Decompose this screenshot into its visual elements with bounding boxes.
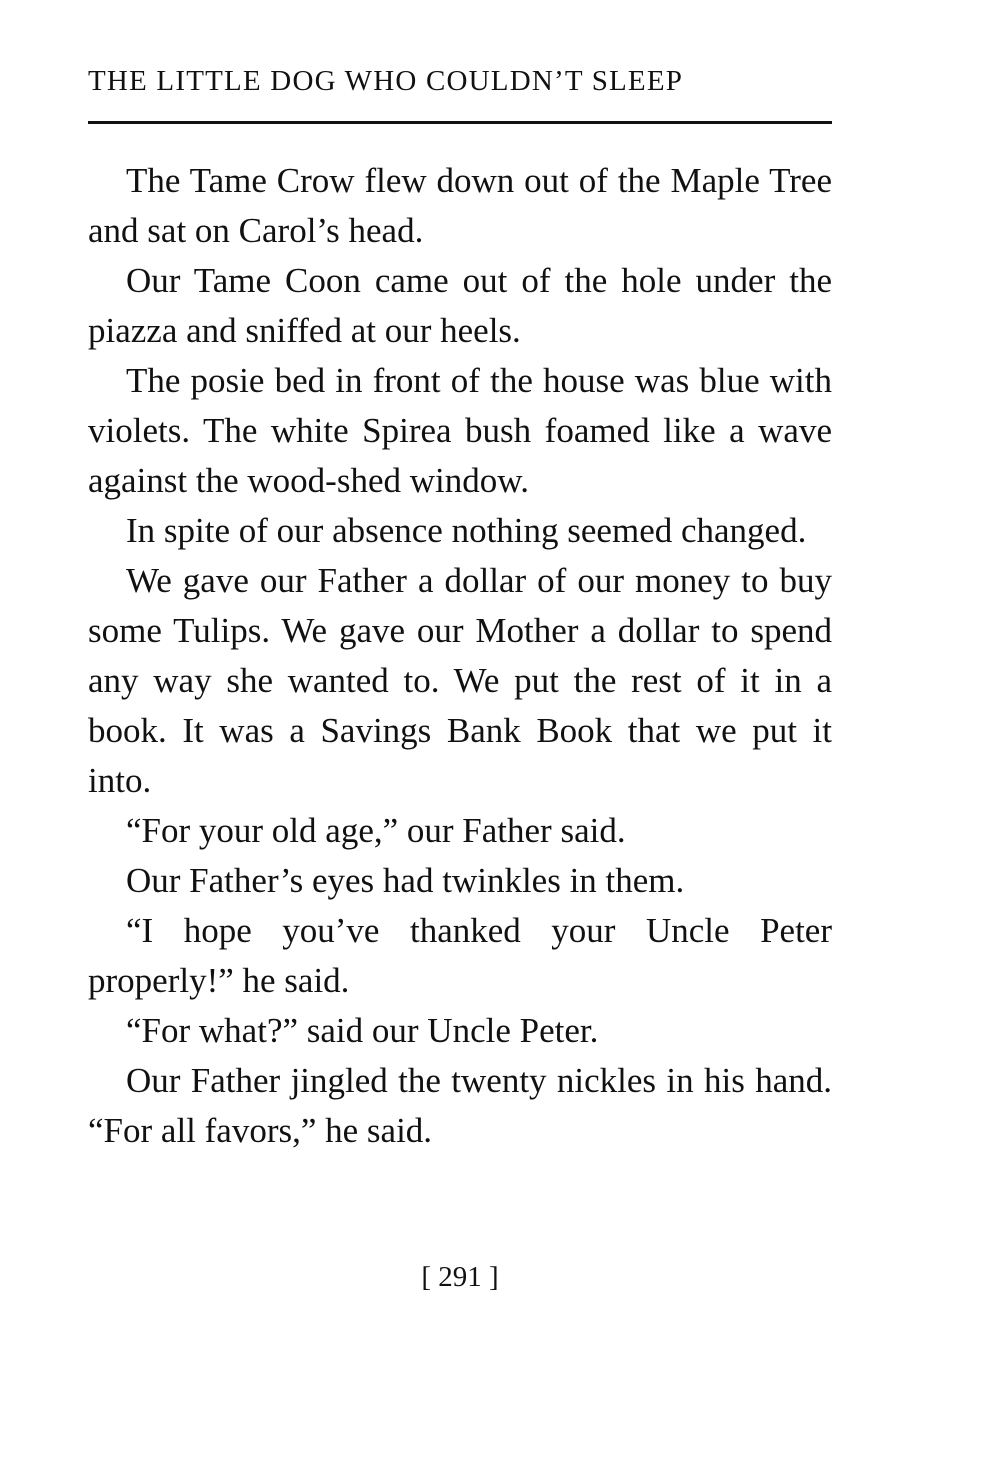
page-number: [ 291 ] [421,1261,499,1293]
header-rule [88,121,832,124]
paragraph: “For what?” said our Uncle Peter. [126,1011,599,1050]
paragraph: “For your old age,” our Father said. [126,811,626,850]
paragraph: In spite of our absence nothing seemed changed. [126,511,807,550]
paragraph: The Tame Crow flew down out of the Maple Tree and sat on Carol’s head. [88,161,832,250]
running-head: THE LITTLE DOG WHO COULDN’T SLEEP [88,65,684,97]
paragraph: Our Father jingled the twenty nickles in his hand. “For all favors,” he said. [88,1061,832,1150]
paragraph: We gave our Father a dollar of our money to buy some Tulips. We gave our Mother a dollar to spend any way she wanted to. We put the rest of it in a book. It was a Savings Bank Book that we put it into. [88,561,832,800]
paragraph: The posie bed in front of the house was blue with violets. The white Spirea bush foamed like a wave against the wood-shed window. [88,361,832,500]
book-page [88,0,832,1481]
paragraph: Our Tame Coon came out of the hole under the piazza and sniffed at our heels. [88,261,832,350]
page-body [88,156,832,1156]
paragraph: Our Father’s eyes had twinkles in them. [126,861,685,900]
paragraph: “I hope you’ve thanked your Uncle Peter properly!” he said. [88,911,832,1000]
